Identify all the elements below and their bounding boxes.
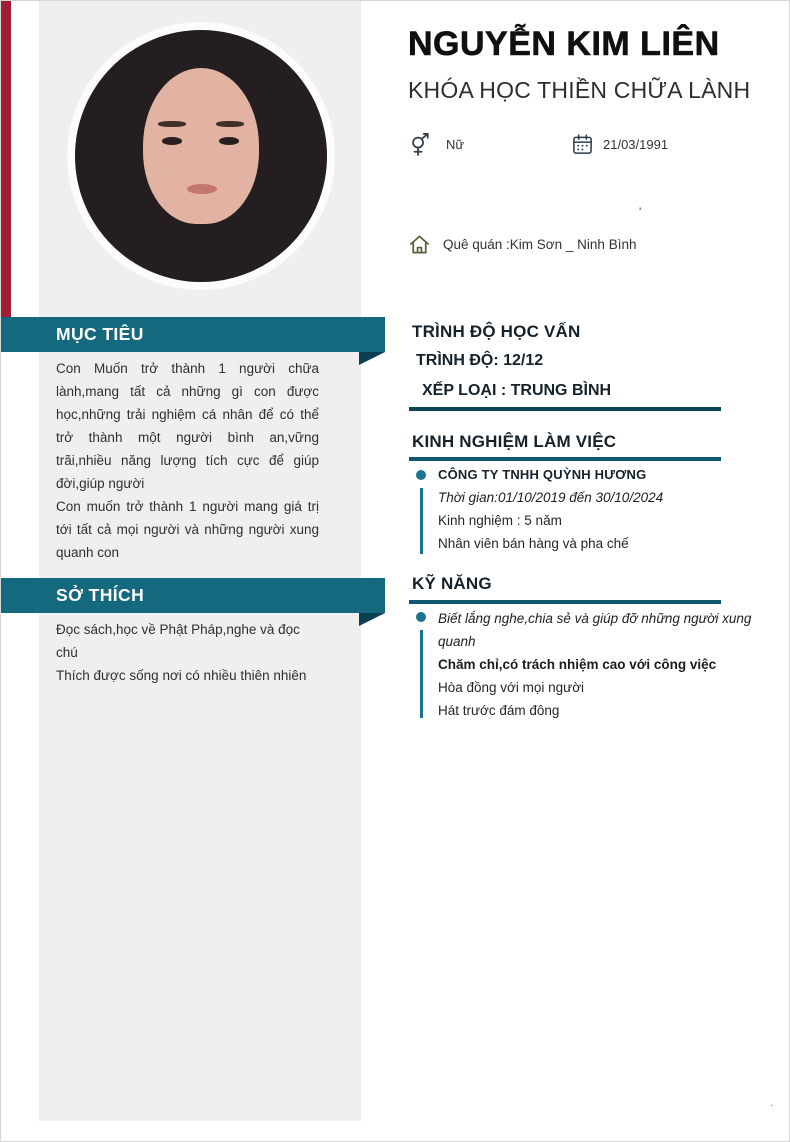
experience-divider [409,457,721,461]
skills-timeline [420,630,423,718]
objective-paragraph: Con Muốn trở thành 1 người chữa lành,mang tất cả những gì con được học,những trải nghiệm cá nhân để có thể trở thành một người bình an,vững trãi,nhiều năng lượng tích cực để giúp đời,giúp người [56,361,319,491]
stray-dot: . [770,1095,774,1109]
objective-text [56,357,319,564]
skill-item: Chăm chỉ,có trách nhiệm cao với công việc [438,657,717,672]
hometown-row [408,233,636,256]
hobbies-ribbon [1,578,385,613]
hometown-value: Quê quán :Kim Sơn _ Ninh Bình [443,237,637,252]
skill-item: Hát trước đám đông [438,703,560,718]
birthdate-value: 21/03/1991 [603,137,669,152]
skills-divider [409,600,721,604]
objective-paragraph: Con muốn trở thành 1 người mang giá trị tới tất cả mọi người và những người xung quanh con [56,499,319,560]
experience-section-title: KINH NGHIỆM LÀM VIỆC [412,432,617,451]
education-rank: XẾP LOẠI : TRUNG BÌNH [422,382,612,399]
gender-icon [408,133,431,156]
experience-years: Kinh nghiệm : 5 năm [438,513,562,528]
company-name: CÔNG TY TNHH QUỲNH HƯƠNG [438,467,647,482]
experience-timeline [420,488,423,554]
skill-item: Hòa đồng với mọi người [438,680,585,695]
education-divider [409,407,721,411]
course-subtitle: KHÓA HỌC THIỀN CHỮA LÀNH [408,77,751,103]
experience-bullet [416,470,426,480]
skills-section-title: KỸ NĂNG [412,574,492,593]
photo-face [143,68,259,224]
profile-photo-frame [67,22,335,290]
left-accent-stripe [1,1,11,317]
hobbies-title: SỞ THÍCH [56,585,145,605]
home-icon [408,233,431,256]
birthdate-row [572,134,668,155]
candidate-name: NGUYỄN KIM LIÊN [408,25,720,63]
education-section-title: TRÌNH ĐỘ HỌC VẤN [412,322,581,341]
job-role: Nhân viên bán hàng và pha chế [438,536,629,551]
work-period: Thời gian:01/10/2019 đến 30/10/2024 [438,490,664,505]
gender-row [408,133,464,156]
education-level: TRÌNH ĐỘ: 12/12 [416,352,544,369]
calendar-icon [572,134,593,155]
gender-label: Nữ [446,137,465,152]
skill-item: Biết lắng nghe,chia sẻ và giúp đỡ những người xung quanh [438,611,752,649]
hobbies-text [56,618,324,687]
stray-mark: ' [639,205,642,219]
skills-bullet [416,612,426,622]
hobby-item: Thích được sống nơi có nhiều thiên nhiên [56,668,307,683]
skills-list [438,607,780,722]
objective-ribbon [1,317,385,352]
hobby-item: Đọc sách,học về Phật Pháp,nghe và đọc chú [56,622,300,660]
profile-photo [75,30,327,282]
objective-title: MỤC TIÊU [56,324,144,344]
